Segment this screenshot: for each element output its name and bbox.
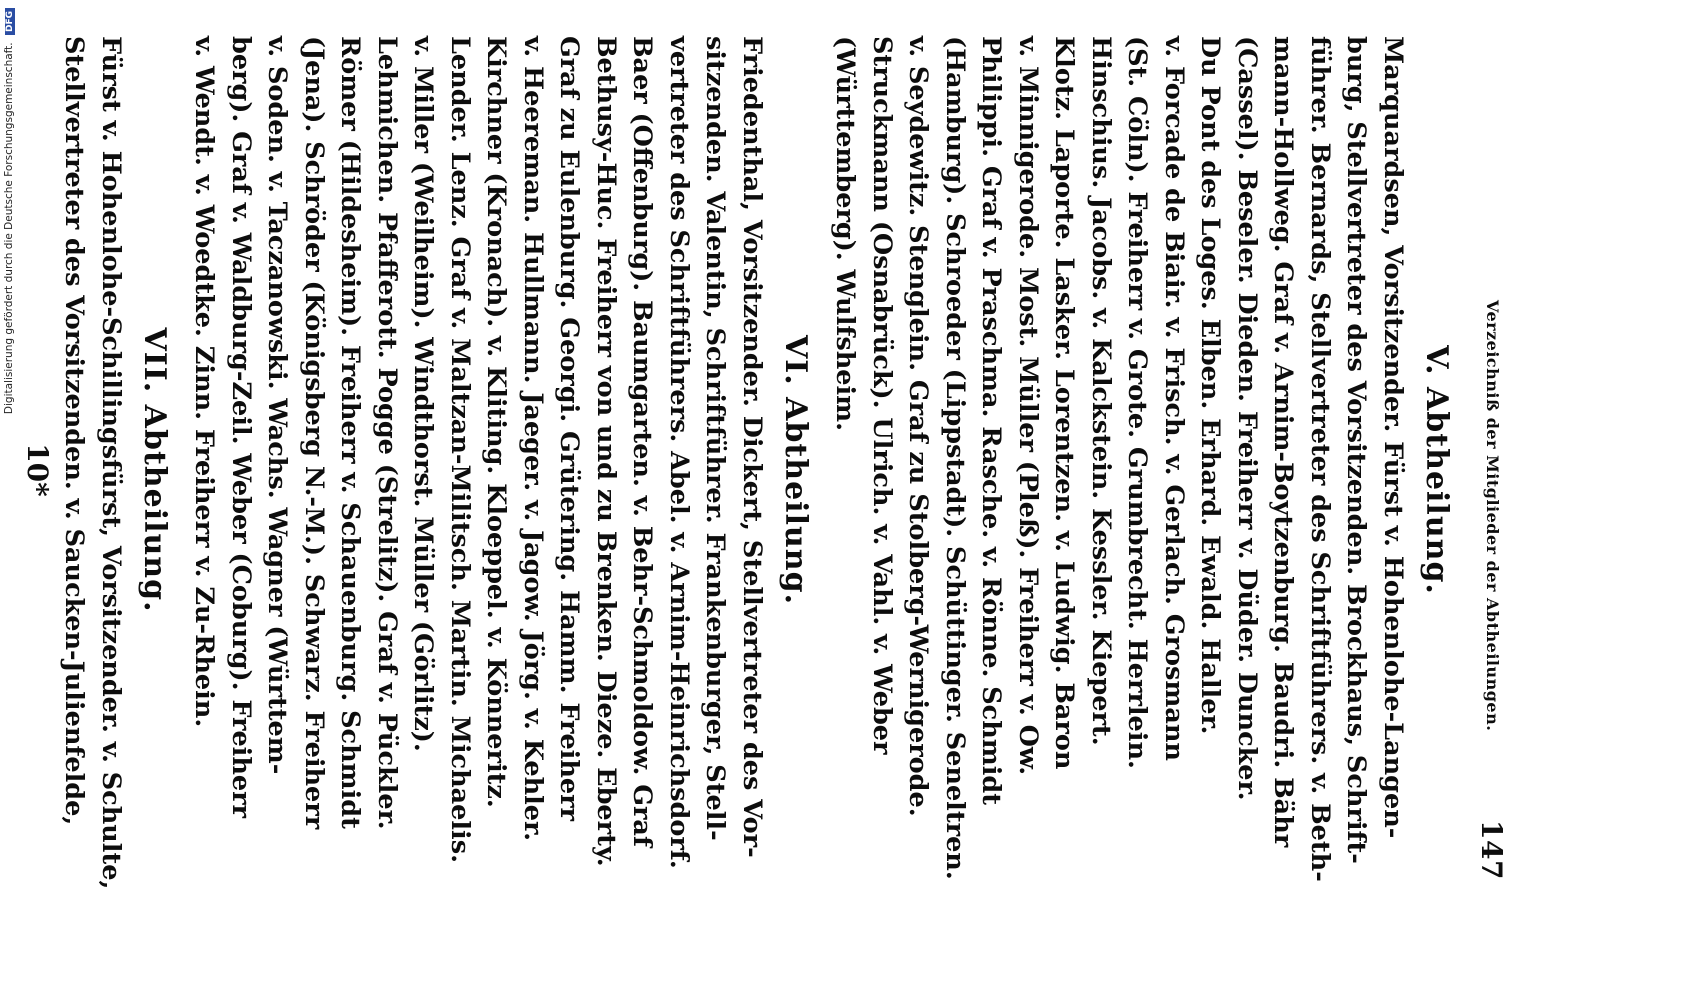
text-line: vertreter des Schriftführers. Abel. v. Arnim-Heinrichsdorf. — [664, 36, 694, 869]
section-vii — [21, 30, 172, 910]
text-line: Baer (Offenburg). Baumgarten. v. Behr-Schmoldow. Graf — [627, 36, 658, 847]
text-line: Stellvertreter des Vorsitzenden. v. Saucken-Julienfelde, — [59, 36, 90, 826]
dfg-logo-icon: DFG — [5, 8, 15, 35]
text-line: Marquardsen, Vorsitzender. Fürst v. Hohenlohe-Langen- — [1378, 36, 1408, 839]
text-line: sitzenden. Valentin, Schriftführer. Frankenburger, Stell- — [700, 36, 731, 841]
text-line: (Württemberg). Wulfsheim. — [830, 36, 861, 432]
signature-mark: 10* — [21, 443, 54, 497]
credit-text: Digitalisierung gefördert durch die Deutsche Forschungsgemeinschaft. — [3, 42, 15, 415]
text-line: Fürst v. Hohenlohe-Schillingsfürst, Vorsitzender. v. Schulte, — [96, 36, 126, 890]
text-line: berg). Graf v. Waldburg-Zeil. Weber (Coburg). Freiherr — [226, 36, 256, 818]
text-line: v. Minnigerode. Most. Müller (Pleß). Freiherr v. Ow. — [1013, 36, 1043, 776]
text-line: v. Seydewitz. Stenglein. Graf zu Stolberg-Wernigerode. — [903, 36, 934, 817]
text-line: Lender. Lenz. Graf v. Maltzan-Militsch. Martin. Michaelis. — [445, 36, 475, 863]
text-line: Philippi. Graf v. Praschma. Rasche. v. Rönne. Schmidt — [976, 36, 1007, 806]
running-head-title: Verzeichniß der Mitglieder der Abtheilungen. — [1483, 300, 1502, 732]
text-line: Du Pont des Loges. Elben. Erhard. Ewald. Haller. — [1195, 36, 1226, 735]
text-line: burg, Stellvertreter des Vorsitzenden. Brockhaus, Schrift- — [1341, 36, 1372, 864]
text-line: Graf zu Eulenburg. Georgi. Grütering. Hamm. Freiherr — [554, 36, 585, 821]
text-line: führer. Bernards, Stellvertreter des Schriftführers. v. Beth- — [1305, 36, 1335, 882]
section-heading: V. Abtheilung. — [1419, 345, 1454, 595]
running-head — [1468, 30, 1508, 910]
text-line: (St. Cöln). Freiherr v. Grote. Grumbrecht. Herrlein. — [1122, 36, 1153, 769]
text-line: Kirchner (Kronach). v. Kliting. Kloeppel. v. Könneritz. — [481, 36, 512, 808]
section-heading: VI. Abtheilung. — [778, 334, 813, 606]
rotated-page — [21, 30, 1508, 910]
section-body — [827, 30, 1411, 910]
section-v — [827, 30, 1454, 910]
text-line: Klotz. Laporte. Lasker. Lorentzen. v. Ludwig. Baron — [1049, 36, 1080, 770]
text-line: v. Wendt. v. Woedtke. Zinn. Freiherr v. Zu-Rhein. — [189, 36, 220, 728]
page-number: 147 — [1475, 820, 1508, 880]
section-vi — [186, 30, 813, 910]
digitization-credit — [3, 0, 23, 1000]
section-body — [56, 30, 129, 910]
text-line: mann-Hollweg. Graf v. Arnim-Boytzenburg. Baudri. Bähr — [1268, 36, 1299, 848]
text-line: v. Heereman. Hullmann. Jaeger. v. Jagow. Jörg. v. Kehler. — [518, 36, 548, 841]
text-line: (Cassel). Beseler. Dieden. Freiherr v. Düder. Duncker. — [1232, 36, 1262, 801]
section-heading: VII. Abtheilung. — [137, 327, 172, 613]
text-line: (Jena). Schröder (Königsberg N.-M.). Schwarz. Freiherr — [299, 36, 329, 830]
text-line: Lehmichen. Pfafferott. Pogge (Strelitz). Graf v. Pückler. — [372, 36, 402, 830]
text-line: Friedenthal, Vorsitzender. Dickert, Stellvertreter des Vor- — [737, 36, 767, 858]
text-line: v. Miller (Weilheim). Windthorst. Müller (Görlitz). — [408, 36, 439, 752]
text-line: Römer (Hildesheim). Freiherr v. Schauenburg. Schmidt — [335, 36, 366, 829]
section-body — [186, 30, 770, 910]
text-line: Hinschius. Jacobs. v. Kalckstein. Kessler. Kiepert. — [1086, 36, 1116, 746]
text-line: Struckmann (Osnabrück). Ulrich. v. Vahl. v. Weber — [867, 36, 897, 755]
text-line: (Hamburg). Schroeder (Lippstadt). Schüttinger. Seneltren. — [940, 36, 970, 880]
text-line: Bethusy-Huc. Freiherr von und zu Brenken. Dieze. Eberty. — [591, 36, 621, 867]
text-line: v. Soden. v. Taczanowski. Wachs. Wagner (Württem- — [262, 36, 293, 775]
text-line: v. Forcade de Biair. v. Frisch. v. Gerlach. Grosmann — [1159, 36, 1189, 761]
